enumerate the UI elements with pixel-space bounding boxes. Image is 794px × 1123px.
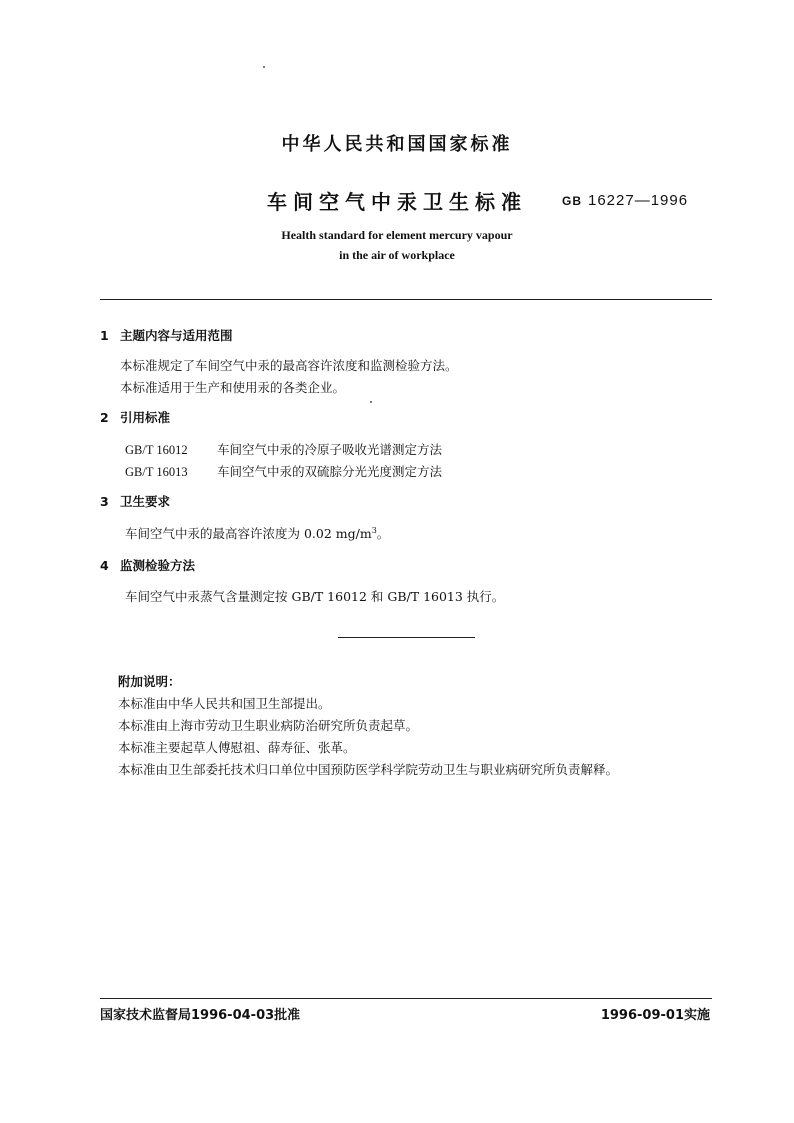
section-2-heading bbox=[100, 408, 170, 426]
reference-code: GB/T 16013 bbox=[125, 465, 188, 479]
standard-code-number: 16227—1996 bbox=[588, 192, 689, 209]
section-1-paragraph-2: 本标准适用于生产和使用汞的各类企业。 bbox=[120, 380, 346, 395]
end-of-text-rule bbox=[338, 637, 475, 638]
section-3-paragraph-text: 车间空气中汞的最高容许浓度为 0.02 mg/m bbox=[125, 526, 372, 541]
section-4-paragraph: 车间空气中汞蒸气含量测定按 GB/T 16012 和 GB/T 16013 执行。 bbox=[125, 589, 505, 604]
standard-title: 车间空气中汞卫生标准 bbox=[267, 190, 527, 214]
section-3-paragraph bbox=[125, 524, 389, 542]
section-3-number: 3 bbox=[100, 494, 109, 509]
reference-title: 车间空气中汞的双硫腙分光光度测定方法 bbox=[217, 464, 443, 479]
implementation-date: 1996-09-01实施 bbox=[600, 1008, 710, 1023]
standard-code bbox=[562, 192, 688, 209]
additional-notes-heading: 附加说明： bbox=[118, 674, 181, 689]
national-standard-header: 中华人民共和国国家标准 bbox=[281, 134, 513, 155]
section-1-paragraph-1: 本标准规定了车间空气中汞的最高容许浓度和监测检验方法。 bbox=[120, 358, 458, 373]
reference-title: 车间空气中汞的冷原子吸收光谱测定方法 bbox=[217, 442, 443, 457]
note-line: 本标准由卫生部委托技术归口单位中国预防医学科学院劳动卫生与职业病研究所负责解释。 bbox=[118, 762, 619, 777]
footer-divider bbox=[100, 998, 712, 999]
reference-row bbox=[125, 462, 442, 480]
section-2-number: 2 bbox=[100, 410, 109, 425]
standard-code-prefix: GB bbox=[562, 194, 582, 208]
scan-speck bbox=[263, 66, 265, 68]
section-1-heading bbox=[100, 326, 233, 344]
english-title-line-2: in the air of workplace bbox=[339, 248, 455, 262]
section-1-title: 主题内容与适用范围 bbox=[120, 328, 233, 343]
section-3-heading bbox=[100, 492, 170, 510]
section-4-title: 监测检验方法 bbox=[120, 558, 196, 573]
english-title-line-1: Health standard for element mercury vapour bbox=[281, 228, 513, 242]
section-3-paragraph-end: 。 bbox=[376, 526, 390, 541]
section-4-number: 4 bbox=[100, 558, 109, 573]
note-line: 本标准主要起草人傅慰祖、薛寿征、张革。 bbox=[118, 740, 356, 755]
note-line: 本标准由中华人民共和国卫生部提出。 bbox=[118, 696, 331, 711]
note-line: 本标准由上海市劳动卫生职业病防治研究所负责起草。 bbox=[118, 718, 419, 733]
reference-code: GB/T 16012 bbox=[125, 443, 188, 457]
scan-speck bbox=[370, 401, 372, 403]
header-divider bbox=[100, 299, 712, 300]
section-1-number: 1 bbox=[100, 328, 109, 343]
reference-row bbox=[125, 440, 442, 458]
unit-exponent: 3 bbox=[371, 525, 377, 535]
section-3-title: 卫生要求 bbox=[120, 494, 171, 509]
section-2-title: 引用标准 bbox=[120, 410, 171, 425]
section-4-heading bbox=[100, 556, 195, 574]
approval-info: 国家技术监督局1996-04-03批准 bbox=[100, 1008, 301, 1023]
